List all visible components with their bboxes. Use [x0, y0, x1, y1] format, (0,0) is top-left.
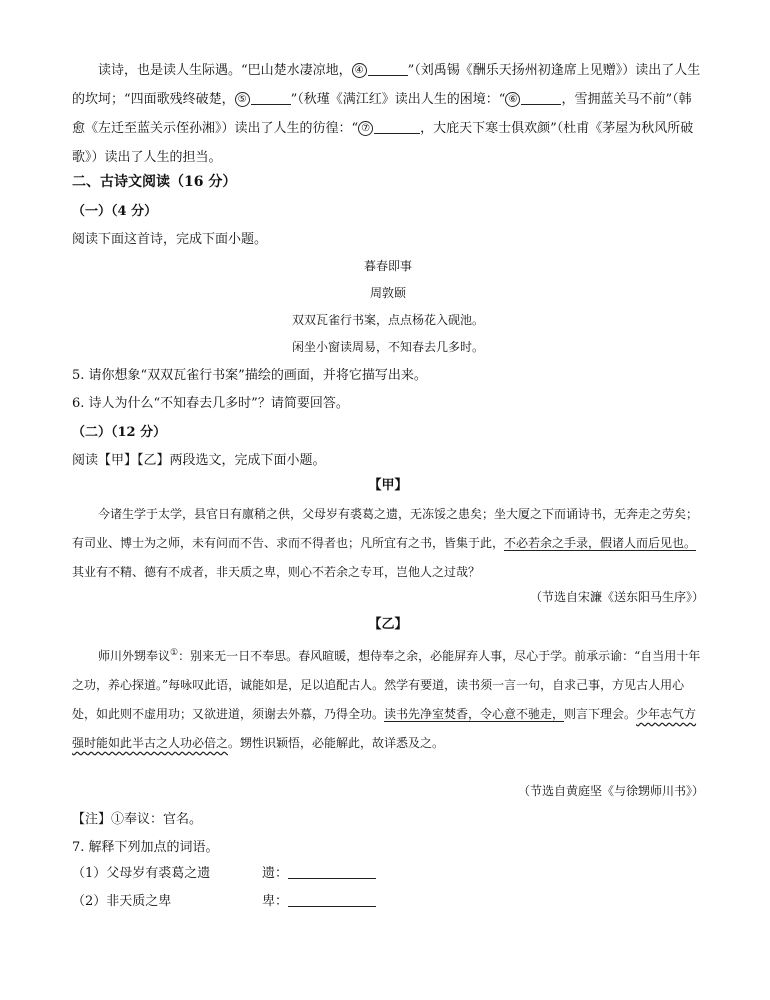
poem-title: 暮春即事	[363, 259, 412, 273]
q7-item-2: （2）非天质之卑	[72, 894, 172, 909]
blank-4[interactable]	[368, 61, 408, 76]
poem-line-1: 双双瓦雀行书案，点点杨花入砚池。	[291, 313, 484, 327]
yi-text-2: ：别来无一日不奉思。春风暄暖，想侍奉之余，必能屏弃人事，尽心于学。前承示谕：“自当用十年之功，养心探道。”每咏叹此语，诚能如是，足以追配古人。然学有要道，读书须一言一句，自求己事，方见古人用心处，如此则不虚用功；又欲进道，须谢去外慕，乃得全功。	[72, 649, 701, 721]
blank-number-5: ⑤	[235, 92, 250, 107]
blank-number-4: ④	[352, 63, 367, 78]
yi-text-1: 师川外甥奉议	[98, 649, 171, 663]
jia-text-3: 其业有不精、德有不成者，非天质之卑，则心不若余之专耳，岂他人之过哉？	[72, 565, 481, 579]
blank-7[interactable]	[374, 119, 420, 134]
part-2-label: （二）（12 分）	[72, 425, 167, 440]
yi-wavy-sentence: 少年志气方强时能如此半古之人功必倍之	[72, 707, 697, 750]
passage-yi-heading: 【乙】	[368, 617, 408, 632]
q7-answer-1-line[interactable]	[288, 864, 376, 879]
passage-yi-text	[72, 639, 704, 758]
poem-line-2: 闲坐小窗读周易，不知春去几多时。	[291, 340, 484, 354]
q7-answer-2	[262, 889, 376, 915]
question-6: 6. 诗人为什么“不知春去几多时”？请简要回答。	[72, 396, 349, 411]
poetry-fill-paragraph	[72, 56, 704, 172]
part-1-label: （一）（4 分）	[72, 204, 158, 219]
fill-text-5: ，大庇天下寒士俱欢颜”（杜甫《茅屋为秋风所破歌》）读出了人生的担当。	[72, 121, 694, 165]
part-2-instruction: 阅读【甲】【乙】两段选文，完成下面小题。	[72, 453, 326, 468]
q7-answer-2-line[interactable]	[288, 892, 376, 907]
yi-text-4: 则言下理会。	[564, 707, 637, 721]
jia-underlined-sentence: 不必若余之手录，假诸人而后见也。	[504, 536, 697, 550]
yi-text-6: 。甥性识颖悟，必能解此，故详悉及之。	[228, 736, 445, 750]
part-1-instruction: 阅读下面这首诗，完成下面小题。	[72, 232, 268, 247]
blank-number-6: ⑥	[505, 92, 520, 107]
fill-text-4: ，雪拥蓝关马不前”（韩愈《左迁至蓝关示侄孙湘》）读出了人生的彷徨：“	[72, 92, 692, 136]
blank-6[interactable]	[521, 90, 561, 105]
poem-author: 周敦颐	[369, 286, 406, 300]
annotation-note: 【注】①奉议：官名。	[72, 812, 203, 827]
yi-underlined-sentence: 读书先净室焚香，令心意不驰走，	[384, 707, 565, 721]
question-7: 7. 解释下列加点的词语。	[72, 840, 219, 855]
blank-5[interactable]	[251, 90, 291, 105]
q7-answer-1-label: 遗：	[262, 866, 289, 881]
question-5: 5. 请你想象“双双瓦雀行书案”描绘的画面，并将它描写出来。	[72, 368, 427, 383]
q7-answer-1	[262, 861, 376, 887]
jia-text-1: 今诸生学于太学，县官日有廪稍之供，父母岁有裘葛之遗，无冻馁之患矣；坐大厦之下而诵诗书，无奔走之劳矣；有司业、博士为之师，未有问而不告、求而不得者也；凡所宜有之书，皆集于此，	[72, 507, 699, 550]
q7-answer-2-label: 卑：	[262, 894, 289, 909]
passage-jia-heading: 【甲】	[368, 478, 408, 493]
section-2-title: 二、古诗文阅读（16 分）	[72, 174, 237, 190]
fill-text-3: ”（秋瑾《满江红》读出人生的困境：“	[290, 92, 506, 107]
passage-jia-text	[72, 500, 704, 587]
q7-item-1: （1）父母岁有裘葛之遗	[72, 866, 211, 881]
passage-yi-source: （节选自黄庭坚《与徐甥师川书》）	[517, 784, 704, 798]
fill-text-2: ”（刘禹锡《酬乐天扬州初逢席上见赠》）读出了人生的坎坷；“四面歌残终破楚，	[72, 63, 701, 107]
fill-text-1: 读诗，也是读人生际遇。“巴山楚水凄凉地，	[98, 63, 352, 78]
blank-number-7: ⑦	[358, 121, 373, 136]
yi-footnote-mark: ①	[170, 648, 179, 658]
passage-jia-source: （节选自宋濂《送东阳马生序》）	[529, 590, 704, 604]
